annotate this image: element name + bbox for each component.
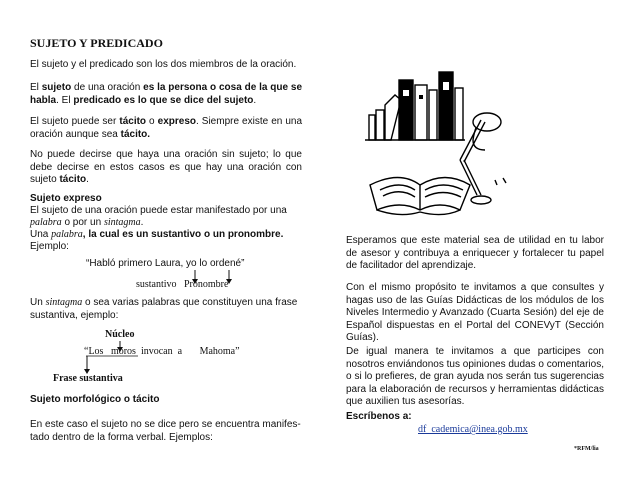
intro-text: El sujeto y el predicado son los dos miembros de la oración. [30,59,297,70]
right-paragraph-2: Con el mismo propósito te invitamos a que consultes y hagas uso de las Guías Didácticas de los módulos de los Niveles Intermedio y Avanzado (Cuarta Sesión) del eje de Español dispuestas en el Portal del CONEVyT (Sección Guías). [346,282,604,343]
expreso-ejemplo-label: Ejemplo: [30,241,69,252]
expreso-line2: palabra o por un sintagma. [30,217,144,228]
label-pronombre: Pronombre [184,279,229,290]
expreso-example: “Habló primero Laura, yo lo ordené” [86,258,245,269]
no-puede-paragraph: No puede decirse que haya una oración sin sujeto; lo que debe decirse en estos casos es que hay una oración con sujeto tácito. [30,149,302,185]
label-sustantivo: sustantivo [136,279,177,290]
definition-paragraph: El sujeto de una oración es la persona o cosa de la que se habla. El predicado es lo que se dice del sujeto. [30,82,303,106]
contact-email-link[interactable]: df_cademica@inea.gob.mx [418,424,528,435]
signature: *RFM/lia [574,446,599,452]
right-paragraph-1: Esperamos que este material sea de utilidad en tu labor de asesor y contribuya a enriquecer y fortalecer tu papel de facilitador del aprendizaje. [346,235,604,271]
contact-heading: Escríbenos a: [346,411,412,422]
frase-sustantiva-label: Frase sustantiva [53,373,123,384]
sintagma-paragraph: Un sintagma o sea varias palabras que constituyen una frase sustantiva, ejemplo: [30,297,298,321]
expreso-line1: El sujeto de una oración puede estar manifestado por una [30,205,287,216]
morfologico-text: En este caso el sujeto no se dice pero se encuentra manifes-tado dentro de la forma verbal. Ejemplos: [30,419,301,443]
page-title: SUJETO Y PREDICADO [30,36,163,50]
books-lamp-illustration [365,60,515,228]
tacito-paragraph: El sujeto puede ser tácito o expreso. Siempre existe en una oración aunque sea tácito. [30,116,303,140]
expreso-line3: Una palabra, la cual es un sustantivo o un pronombre. [30,229,284,240]
right-paragraph-3: De igual manera te invitamos a que participes con nosotros enviándonos tus opiniones dudas o comentarios, o si lo prefieres, de gran ayuda nos serán tus sugerencias para la elaboración de recursos y herramientas didácticas que auxilien tus asesorías. [346,346,604,407]
sintagma-example: “Los moros invocan a Mahoma” [84,346,240,357]
morfologico-heading: Sujeto morfológico o tácito [30,394,160,405]
nucleo-label: Núcleo [105,329,135,340]
sujeto-expreso-heading: Sujeto expreso [30,193,102,204]
